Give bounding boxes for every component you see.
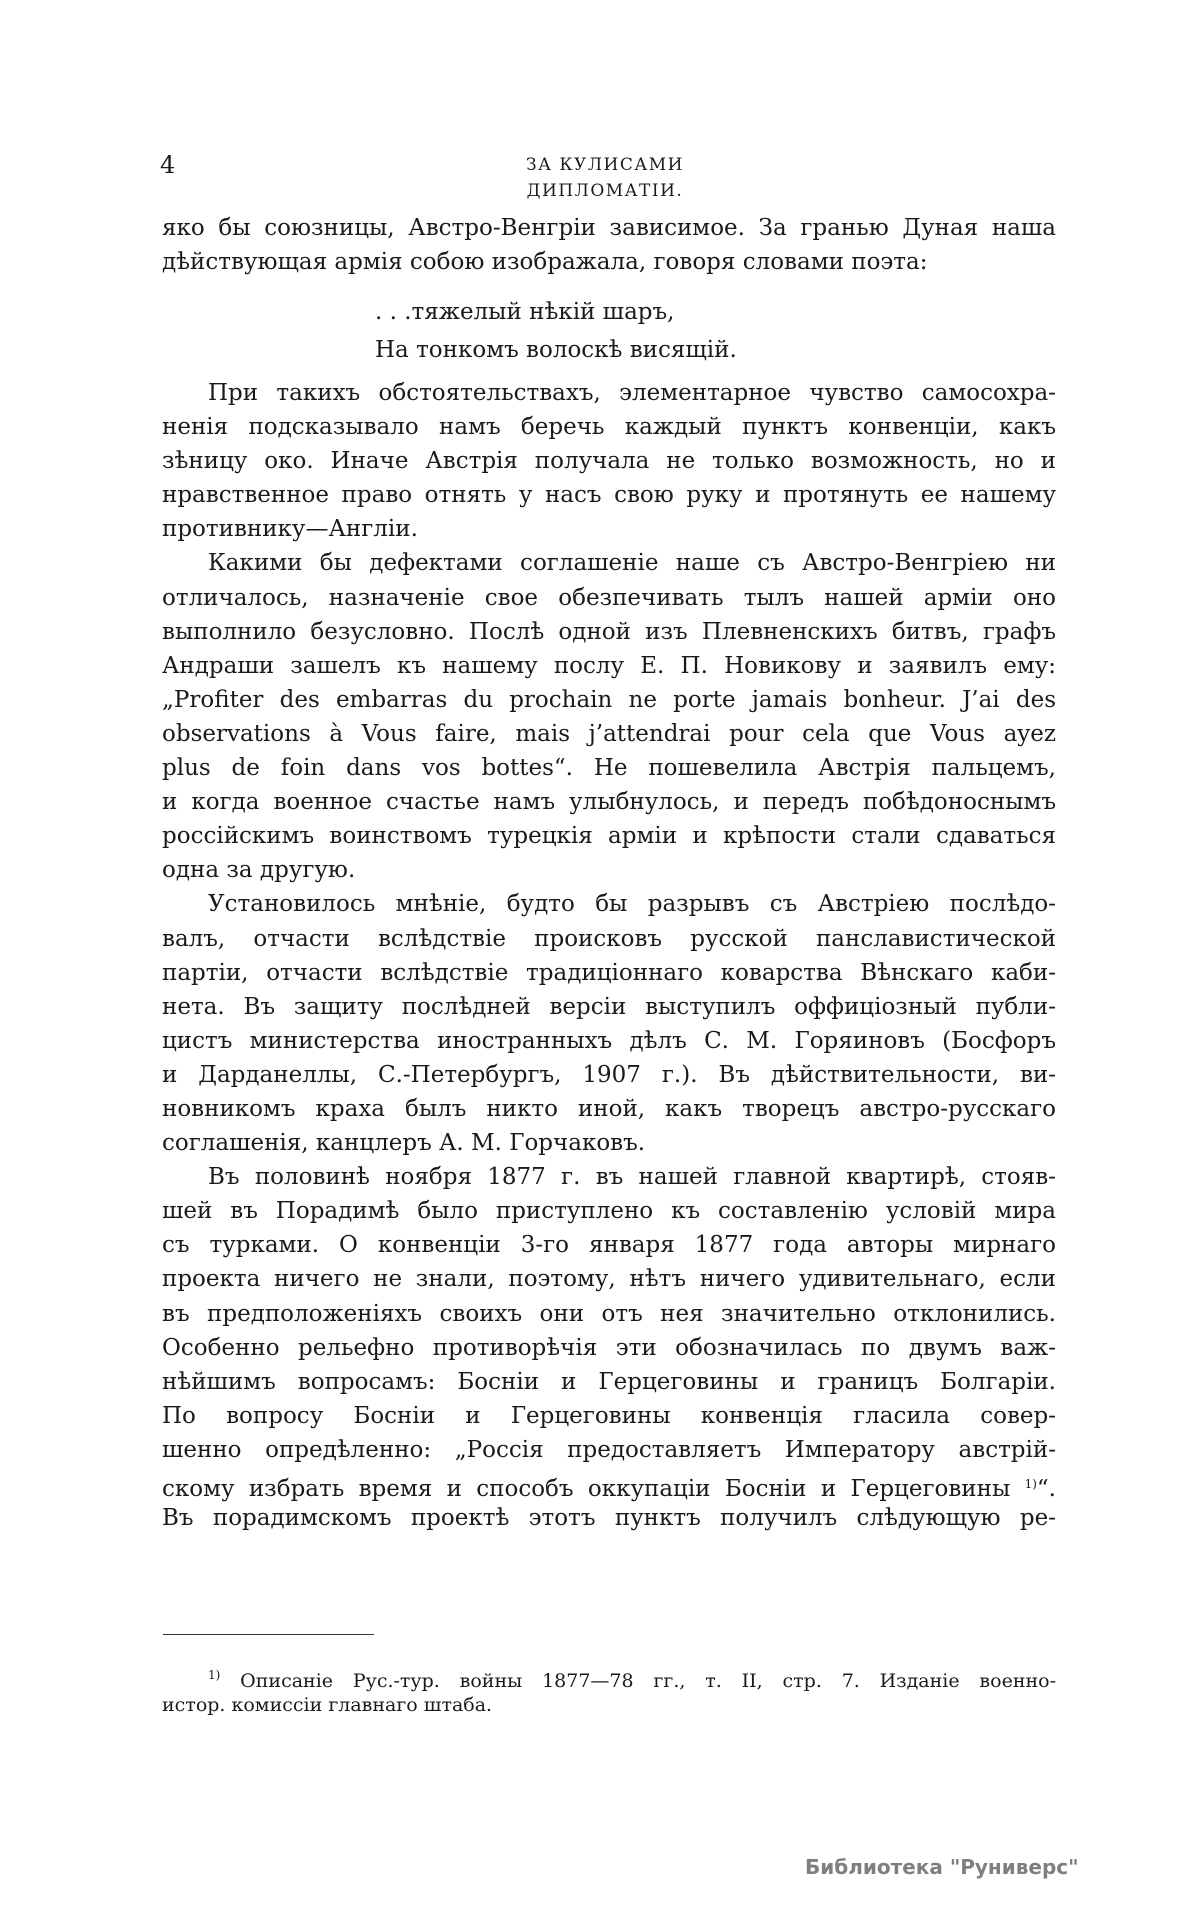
- text-line: съ турками. О конвенціи 3-го января 1877 года авторы мирнаго: [162, 1232, 1056, 1259]
- paragraph-2: [162, 546, 1056, 887]
- text-line: проекта ничего не знали, поэтому, нѣтъ ничего удивительнаго, если: [162, 1266, 1056, 1293]
- text-line: и Дарданеллы, С.-Петербургъ, 1907 г.). Въ дѣйствительности, ви-: [162, 1061, 1056, 1088]
- verse-line: На тонкомъ волоскѣ висящій.: [375, 337, 737, 363]
- verse-quote: [375, 293, 737, 369]
- text-line: Какими бы дефектами соглашеніе наше съ Австро-Венгріею ни: [208, 550, 1056, 577]
- paragraph-3: [162, 887, 1056, 1160]
- text-line: цистъ министерства иностранныхъ дѣлъ С. М. Горяиновъ (Босфоръ: [162, 1027, 1056, 1054]
- footnote-line: истор. комиссіи главнаго штаба.: [162, 1694, 493, 1716]
- text-line: Въ половинѣ ноября 1877 г. въ нашей главной квартирѣ, стояв-: [208, 1164, 1056, 1191]
- text-line: партіи, отчасти вслѣдствіе традиціоннаго коварства Вѣнскаго каби-: [162, 959, 1056, 986]
- footnote-divider: [163, 1634, 374, 1635]
- text-line: соглашенія, канцлеръ А. М. Горчаковъ.: [162, 1130, 646, 1157]
- text-line: валъ, отчасти вслѣдствіе происковъ русской панславистической: [162, 925, 1056, 952]
- running-head: ЗА КУЛИСАМИ ДИПЛОМАТІИ.: [526, 155, 684, 201]
- text-line-with-footnote: [162, 1467, 1056, 1501]
- text-line: observations à Vous faire, mais j’attendrai pour cela que Vous ayez: [162, 720, 1056, 747]
- text-line: выполнило безусловно. Послѣ одной изъ Плевненскихъ битвъ, графъ: [162, 618, 1056, 645]
- paragraph-1: [162, 376, 1056, 546]
- text-line: Въ порадимскомъ проектѣ этотъ пунктъ получилъ слѣдующую ре-: [162, 1505, 1056, 1532]
- text-line: новникомъ краха былъ никто иной, какъ творецъ австро-русскаго: [162, 1095, 1056, 1122]
- intro-paragraph: [162, 211, 1056, 279]
- text-line: и когда военное счастье намъ улыбнулось, и передъ побѣдоноснымъ: [162, 789, 1056, 816]
- text-line: шей въ Порадимѣ было приступлено къ составленію условій мира: [162, 1198, 1056, 1225]
- text-line: въ предположеніяхъ своихъ они отъ нея значительно отклонились.: [162, 1300, 1056, 1327]
- text-line: нета. Въ защиту послѣдней версіи выступилъ оффиціозный публи-: [162, 993, 1056, 1020]
- text-line: россійскимъ воинствомъ турецкія арміи и крѣпости стали сдаваться: [162, 823, 1056, 850]
- verse-line: . . .тяжелый нѣкій шаръ,: [375, 299, 675, 325]
- text-line: Андраши зашелъ къ нашему послу Е. П. Новикову и заявилъ ему:: [162, 652, 1056, 679]
- text-line: ненія подсказывало намъ беречь каждый пунктъ конвенціи, какъ: [162, 414, 1056, 441]
- text-line: зѣницу око. Иначе Австрія получала не только возможность, но и: [162, 448, 1056, 475]
- library-watermark: Библиотека "Руниверс": [805, 1855, 1079, 1879]
- text-line: „Profiter des embarras du prochain ne porte jamais bonheur. J’ai des: [162, 686, 1056, 713]
- text-line: По вопросу Босніи и Герцеговины конвенція гласила совер-: [162, 1402, 1056, 1429]
- text-line: одна за другую.: [162, 857, 356, 884]
- text-line: Установилось мнѣніе, будто бы разрывъ съ Австріею послѣдо-: [208, 891, 1056, 918]
- text-line: нѣйшимъ вопросамъ: Босніи и Герцеговины и границъ Болгаріи.: [162, 1368, 1056, 1395]
- text-line: яко бы союзницы, Австро-Венгріи зависимое. За гранью Дуная наша: [162, 215, 1056, 241]
- footnote: [162, 1660, 1056, 1720]
- text-line: При такихъ обстоятельствахъ, элементарное чувство самосохра-: [208, 380, 1056, 406]
- text-line: отличалось, назначеніе свое обезпечивать тылъ нашей арміи оно: [162, 584, 1056, 611]
- footnote-line: [162, 1660, 1056, 1690]
- footnote-reference[interactable]: 1): [1024, 1477, 1037, 1491]
- paragraph-4: [162, 1160, 1056, 1535]
- text-line: нравственное право отнять у насъ свою руку и протянуть ее нашему: [162, 482, 1056, 509]
- closing-quote: “.: [1036, 1476, 1056, 1502]
- footnote-text: Описаніе Рус.-тур. войны 1877—78 гг., т. II, стр. 7. Изданіе военно-: [240, 1670, 1057, 1692]
- footnote-marker: 1): [208, 1668, 221, 1682]
- text-line: противнику—Англіи.: [162, 516, 418, 543]
- text-line: дѣйствующая армія собою изображала, говоря словами поэта:: [162, 249, 928, 276]
- main-text: [162, 376, 1056, 1535]
- text-span: скому избрать время и способъ оккупаціи Босніи и Герцеговины: [162, 1476, 1011, 1502]
- page-number: 4: [160, 151, 176, 179]
- text-line: plus de foin dans vos bottes“. Не пошевелила Австрія пальцемъ,: [162, 755, 1056, 782]
- text-line: Особенно рельефно противорѣчія эти обозначилась по двумъ важ-: [162, 1334, 1056, 1361]
- text-line: шенно опредѣленно: „Россія предоставляетъ Императору австрій-: [162, 1436, 1056, 1463]
